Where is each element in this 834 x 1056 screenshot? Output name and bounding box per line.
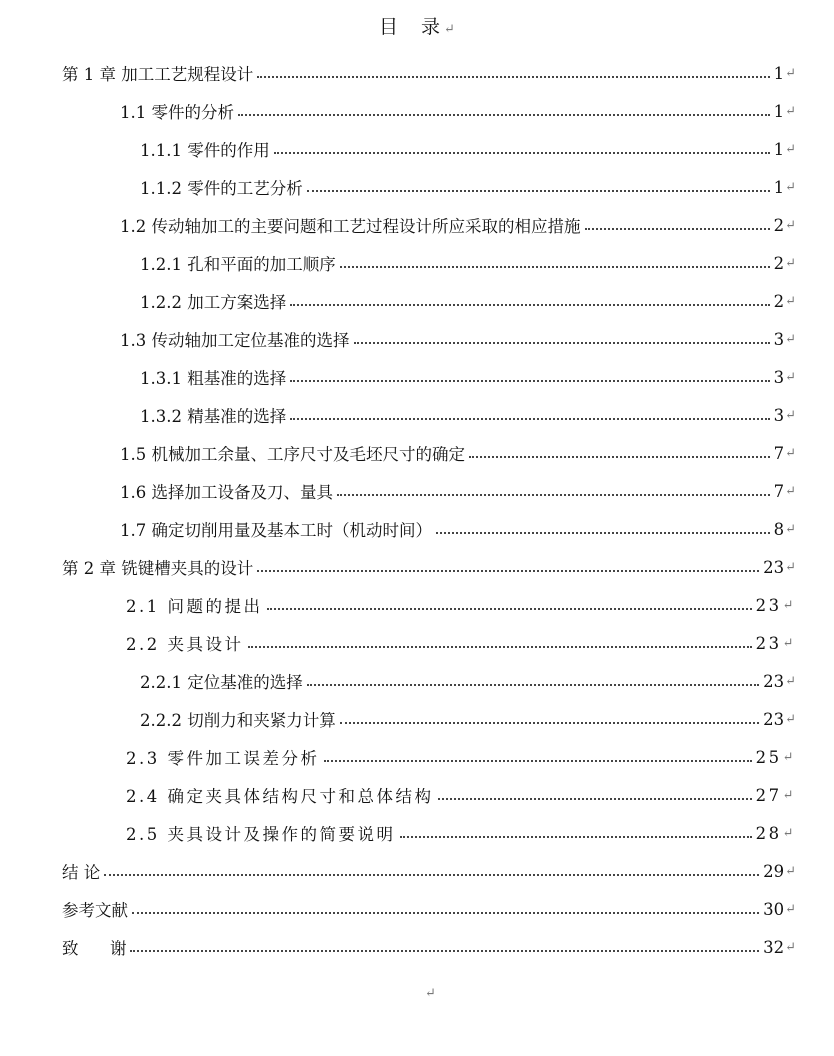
toc-entry-title: 1.3.1 粗基准的选择 — [140, 369, 287, 388]
toc-entry[interactable] — [62, 890, 796, 928]
dot-leader — [340, 265, 770, 268]
paragraph-return-mark: ↵ — [785, 407, 796, 423]
paragraph-return-mark: ↵ — [782, 597, 796, 613]
toc-title-text: 目 录 — [379, 16, 443, 38]
dot-leader — [290, 303, 769, 306]
toc-entry-title: 2.4 确定夹具体结构尺寸和总体结构 — [126, 787, 434, 806]
toc-entry-page: 28 — [755, 823, 782, 843]
dot-leader — [307, 683, 759, 686]
paragraph-return-mark: ↵ — [785, 901, 796, 917]
toc-entry-title: 1.2.2 加工方案选择 — [140, 293, 287, 312]
paragraph-return-mark: ↵ — [782, 635, 796, 651]
paragraph-return-mark: ↵ — [785, 559, 796, 575]
toc-entry[interactable] — [140, 168, 796, 206]
toc-entry-page: 25 — [755, 747, 782, 767]
toc-entry[interactable] — [140, 662, 796, 700]
toc-entry-title: 2.3 零件加工误差分析 — [126, 749, 320, 768]
dot-leader — [274, 151, 770, 154]
paragraph-return-mark: ↵ — [785, 369, 796, 385]
paragraph-return-mark: ↵ — [785, 483, 796, 499]
paragraph-return-mark: ↵ — [785, 103, 796, 119]
toc-entry-title: 1.5 机械加工余量、工序尺寸及毛坯尺寸的确定 — [120, 445, 465, 464]
paragraph-return-mark: ↵ — [785, 331, 796, 347]
toc-entry-page: 3 — [773, 367, 785, 387]
toc-entry[interactable] — [140, 244, 796, 282]
toc-entry-title: 1.3.2 精基准的选择 — [140, 407, 287, 426]
toc-entry[interactable] — [126, 586, 796, 624]
toc-entry-page: 30 — [763, 899, 785, 919]
toc-entry-page: 2 — [773, 253, 785, 273]
toc-entry-title: 2.2.1 定位基准的选择 — [140, 673, 303, 692]
dot-leader — [438, 797, 752, 800]
toc-entry[interactable] — [140, 396, 796, 434]
paragraph-return-mark: ↵ — [785, 217, 796, 233]
dot-leader — [337, 493, 770, 496]
paragraph-return-mark: ↵ — [785, 179, 796, 195]
dot-leader — [290, 417, 769, 420]
paragraph-return-mark: ↵ — [785, 673, 796, 689]
toc-entry-page: 3 — [773, 405, 785, 425]
toc-entry-page: 7 — [773, 443, 785, 463]
dot-leader — [257, 569, 759, 572]
toc-entry[interactable] — [140, 130, 796, 168]
toc-entry[interactable] — [62, 54, 796, 92]
paragraph-return-mark: ↵ — [785, 445, 796, 461]
paragraph-return-mark: ↵ — [444, 22, 455, 37]
paragraph-return-mark: ↵ — [782, 787, 796, 803]
paragraph-return-mark: ↵ — [785, 521, 796, 537]
toc-entry-page: 23 — [763, 709, 785, 729]
toc-title — [0, 12, 834, 39]
toc-entry-page: 1 — [773, 177, 785, 197]
toc-entry[interactable] — [120, 510, 796, 548]
toc-entry[interactable] — [120, 206, 796, 244]
toc-entry-title: 致 谢 — [62, 939, 127, 958]
dot-leader — [290, 379, 769, 382]
toc-entry-page: 23 — [755, 595, 782, 615]
toc-entry-title: 1.1.1 零件的作用 — [140, 141, 270, 160]
paragraph-return-mark: ↵ — [785, 939, 796, 955]
toc-entry[interactable] — [126, 738, 796, 776]
toc-entry-title: 1.3 传动轴加工定位基准的选择 — [120, 331, 350, 350]
dot-leader — [307, 189, 770, 192]
toc-entry-page: 29 — [763, 861, 785, 881]
toc-entry-title: 1.1.2 零件的工艺分析 — [140, 179, 303, 198]
toc-entry[interactable] — [126, 624, 796, 662]
dot-leader — [400, 835, 752, 838]
toc-entry-title: 第 1 章 加工工艺规程设计 — [62, 65, 254, 84]
paragraph-return-mark: ↵ — [785, 255, 796, 271]
toc-entry-title: 2.5 夹具设计及操作的简要说明 — [126, 825, 396, 844]
paragraph-return-mark: ↵ — [782, 825, 796, 841]
toc-entry-page: 32 — [763, 937, 785, 957]
toc-entry[interactable] — [140, 358, 796, 396]
toc-entry-page: 7 — [773, 481, 785, 501]
paragraph-return-mark: ↵ — [785, 293, 796, 309]
toc-entry[interactable] — [62, 928, 796, 966]
toc-entry[interactable] — [126, 814, 796, 852]
paragraph-return-mark: ↵ — [785, 65, 796, 81]
dot-leader — [257, 75, 769, 78]
toc-entry[interactable] — [120, 434, 796, 472]
toc-entry-page: 23 — [763, 671, 785, 691]
dot-leader — [324, 759, 752, 762]
toc-entry-title: 2.2 夹具设计 — [126, 635, 244, 654]
toc-entry[interactable] — [62, 852, 796, 890]
dot-leader — [585, 227, 770, 230]
dot-leader — [132, 911, 759, 914]
dot-leader — [104, 873, 759, 876]
toc-entry-page: 1 — [773, 139, 785, 159]
toc-entry-page: 1 — [773, 63, 785, 83]
toc-entry-page: 1 — [773, 101, 785, 121]
toc-entry-title: 第 2 章 铣键槽夹具的设计 — [62, 559, 254, 578]
toc-entry-title: 1.2 传动轴加工的主要问题和工艺过程设计所应采取的相应措施 — [120, 217, 581, 236]
dot-leader — [469, 455, 770, 458]
paragraph-return-mark: ↵ — [785, 141, 796, 157]
toc-entry-page: 2 — [773, 215, 785, 235]
toc-entry[interactable] — [120, 320, 796, 358]
toc-entry-page: 23 — [763, 557, 785, 577]
paragraph-return-mark: ↵ — [425, 986, 436, 1001]
toc-entry[interactable] — [126, 776, 796, 814]
toc-entry-title: 参考文献 — [62, 901, 128, 920]
toc-entry-title: 1.1 零件的分析 — [120, 103, 234, 122]
toc-entry-page: 8 — [773, 519, 785, 539]
toc-entry-title: 2.1 问题的提出 — [126, 597, 263, 616]
toc-entry[interactable] — [120, 92, 796, 130]
toc-entry-title: 2.2.2 切削力和夹紧力计算 — [140, 711, 336, 730]
paragraph-return-mark: ↵ — [782, 749, 796, 765]
toc-entry-title: 1.7 确定切削用量及基本工时（机动时间） — [120, 521, 432, 540]
dot-leader — [248, 645, 752, 648]
toc-entry-page: 23 — [755, 633, 782, 653]
toc-entry-page: 27 — [755, 785, 782, 805]
toc-entry-title: 1.2.1 孔和平面的加工顺序 — [140, 255, 336, 274]
dot-leader — [436, 531, 770, 534]
toc-entry[interactable] — [62, 548, 796, 586]
toc-entry-title: 结 论 — [62, 863, 101, 882]
toc-entry[interactable] — [140, 282, 796, 320]
dot-leader — [267, 607, 752, 610]
toc-entry-page: 3 — [773, 329, 785, 349]
dot-leader — [340, 721, 759, 724]
dot-leader — [238, 113, 770, 116]
dot-leader — [354, 341, 770, 344]
toc-entry[interactable] — [120, 472, 796, 510]
paragraph-return-mark: ↵ — [785, 711, 796, 727]
toc-entry[interactable] — [140, 700, 796, 738]
toc-entry-title: 1.6 选择加工设备及刀、量具 — [120, 483, 333, 502]
dot-leader — [130, 949, 759, 952]
paragraph-return-mark: ↵ — [785, 863, 796, 879]
toc-entry-page: 2 — [773, 291, 785, 311]
